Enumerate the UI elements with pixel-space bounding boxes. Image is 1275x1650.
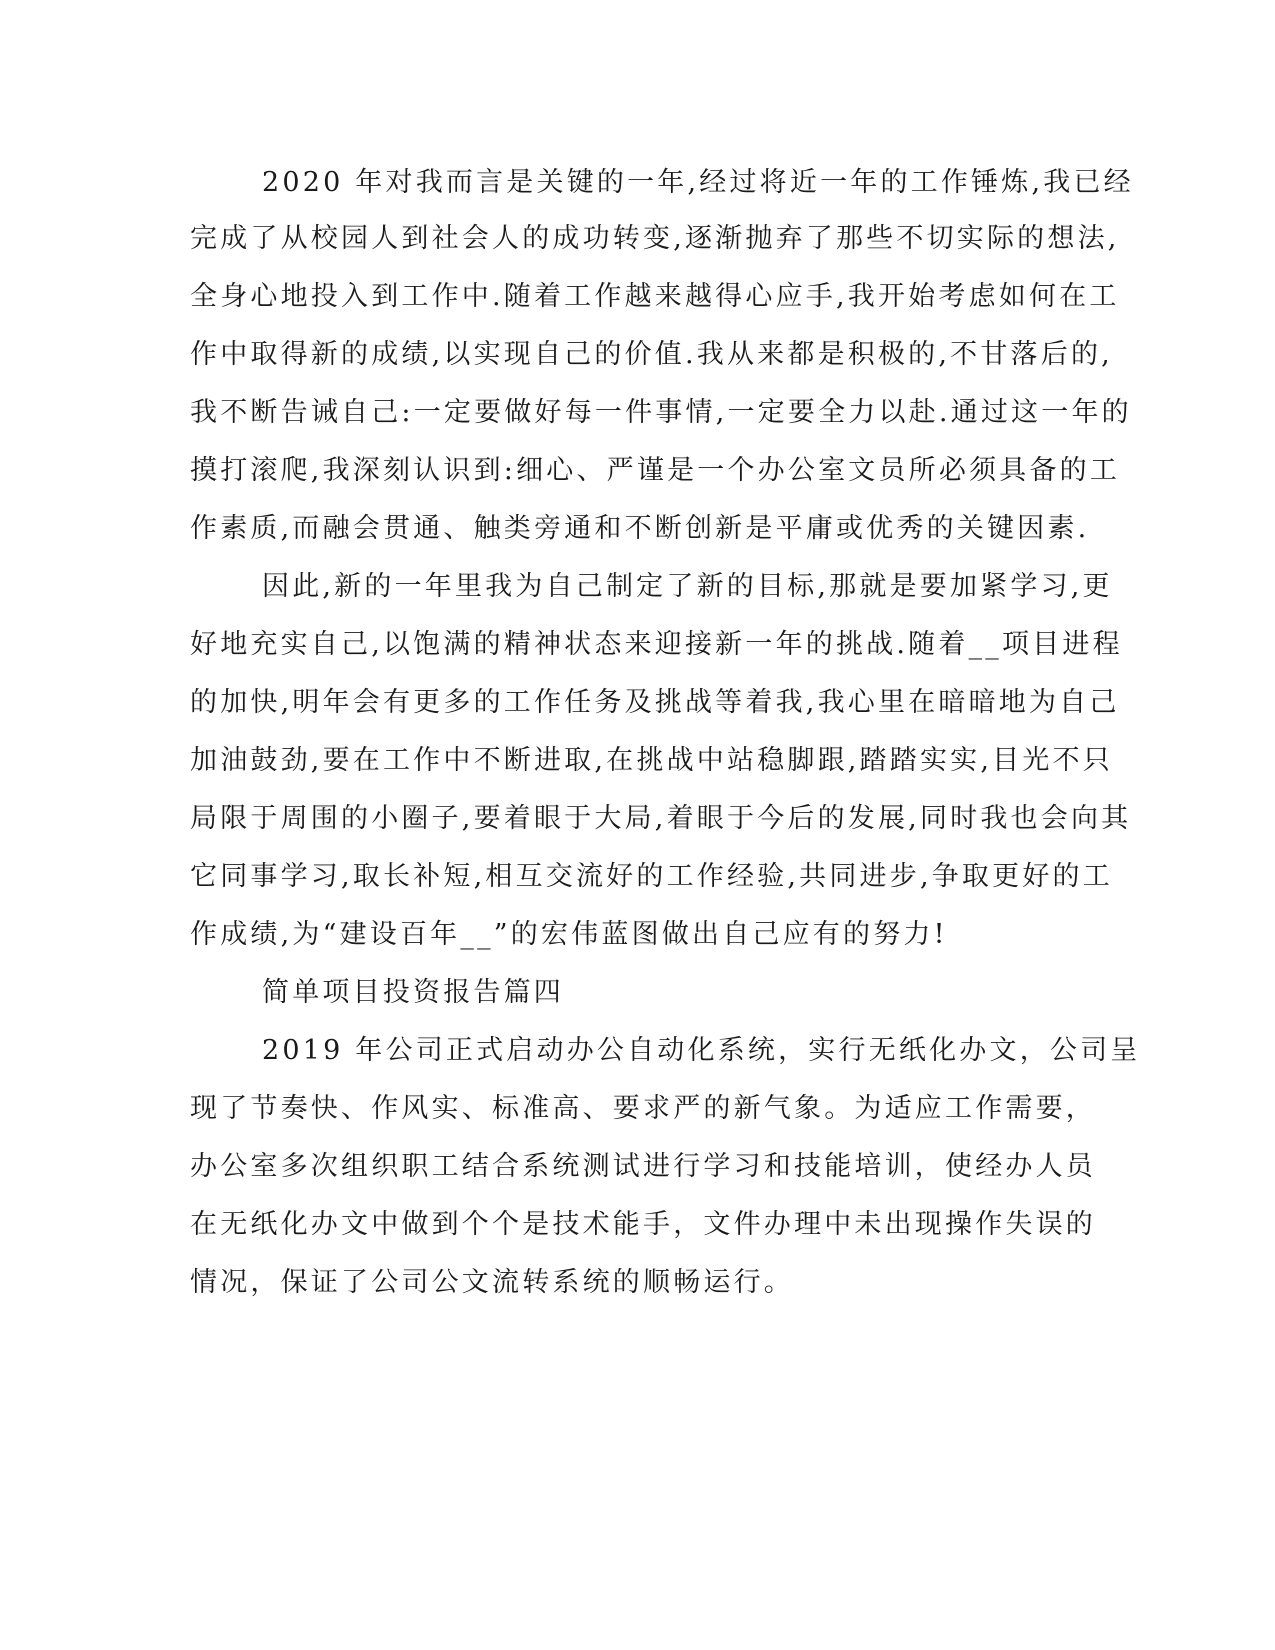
text-line: 的加快,明年会有更多的工作任务及挑战等着我,我心里在暗暗地为自己	[190, 687, 1120, 718]
text-line: 加油鼓劲,要在工作中不断进取,在挑战中站稳脚跟,踏踏实实,目光不只	[190, 745, 1113, 776]
text-line: 好地充实自己,以饱满的精神状态来迎接新一年的挑战.随着__项目进程	[190, 629, 1123, 660]
text-line: 办公室多次组织职工结合系统测试进行学习和技能培训，使经办人员	[190, 1151, 1096, 1182]
section-heading-text: 简单项目投资报告篇四	[262, 977, 564, 1008]
text-line: 局限于周围的小圈子,要着眼于大局,着眼于今后的发展,同时我也会向其	[190, 803, 1132, 834]
text-line: 全身心地投入到工作中.随着工作越来越得心应手,我开始考虑如何在工	[190, 281, 1120, 312]
text-line: 现了节奏快、作风实、标准高、要求严的新气象。为适应工作需要，	[190, 1093, 1096, 1124]
text-line: 完成了从校园人到社会人的成功转变,逐渐抛弃了那些不切实际的想法,	[190, 223, 1120, 254]
text-line: 因此,新的一年里我为自己制定了新的目标,那就是要加紧学习,更	[262, 571, 1113, 602]
text-line: 作中取得新的成绩,以实现自己的价值.我从来都是积极的,不甘落后的,	[190, 339, 1113, 370]
text-line: 它同事学习,取长补短,相互交流好的工作经验,共同进步,争取更好的工	[190, 861, 1113, 892]
text-line: 作素质,而融会贯通、触类旁通和不断创新是平庸或优秀的关键因素.	[190, 513, 1090, 544]
text-line: 作成绩,为“建设百年__”的宏伟蓝图做出自己应有的努力!	[190, 919, 948, 950]
text-line: 2019 年公司正式启动办公自动化系统，实行无纸化办文，公司呈	[262, 1035, 1141, 1066]
text-line: 2020 年对我而言是关键的一年,经过将近一年的工作锤炼,我已经	[262, 167, 1134, 198]
text-line: 我不断告诫自己:一定要做好每一件事情,一定要全力以赴.通过这一年的	[190, 397, 1132, 428]
text-line: 情况，保证了公司公文流转系统的顺畅运行。	[190, 1267, 794, 1298]
text-line: 摸打滚爬,我深刻认识到:细心、严谨是一个办公室文员所必须具备的工	[190, 455, 1121, 486]
text-line: 在无纸化办文中做到个个是技术能手，文件办理中未出现操作失误的	[190, 1209, 1096, 1240]
